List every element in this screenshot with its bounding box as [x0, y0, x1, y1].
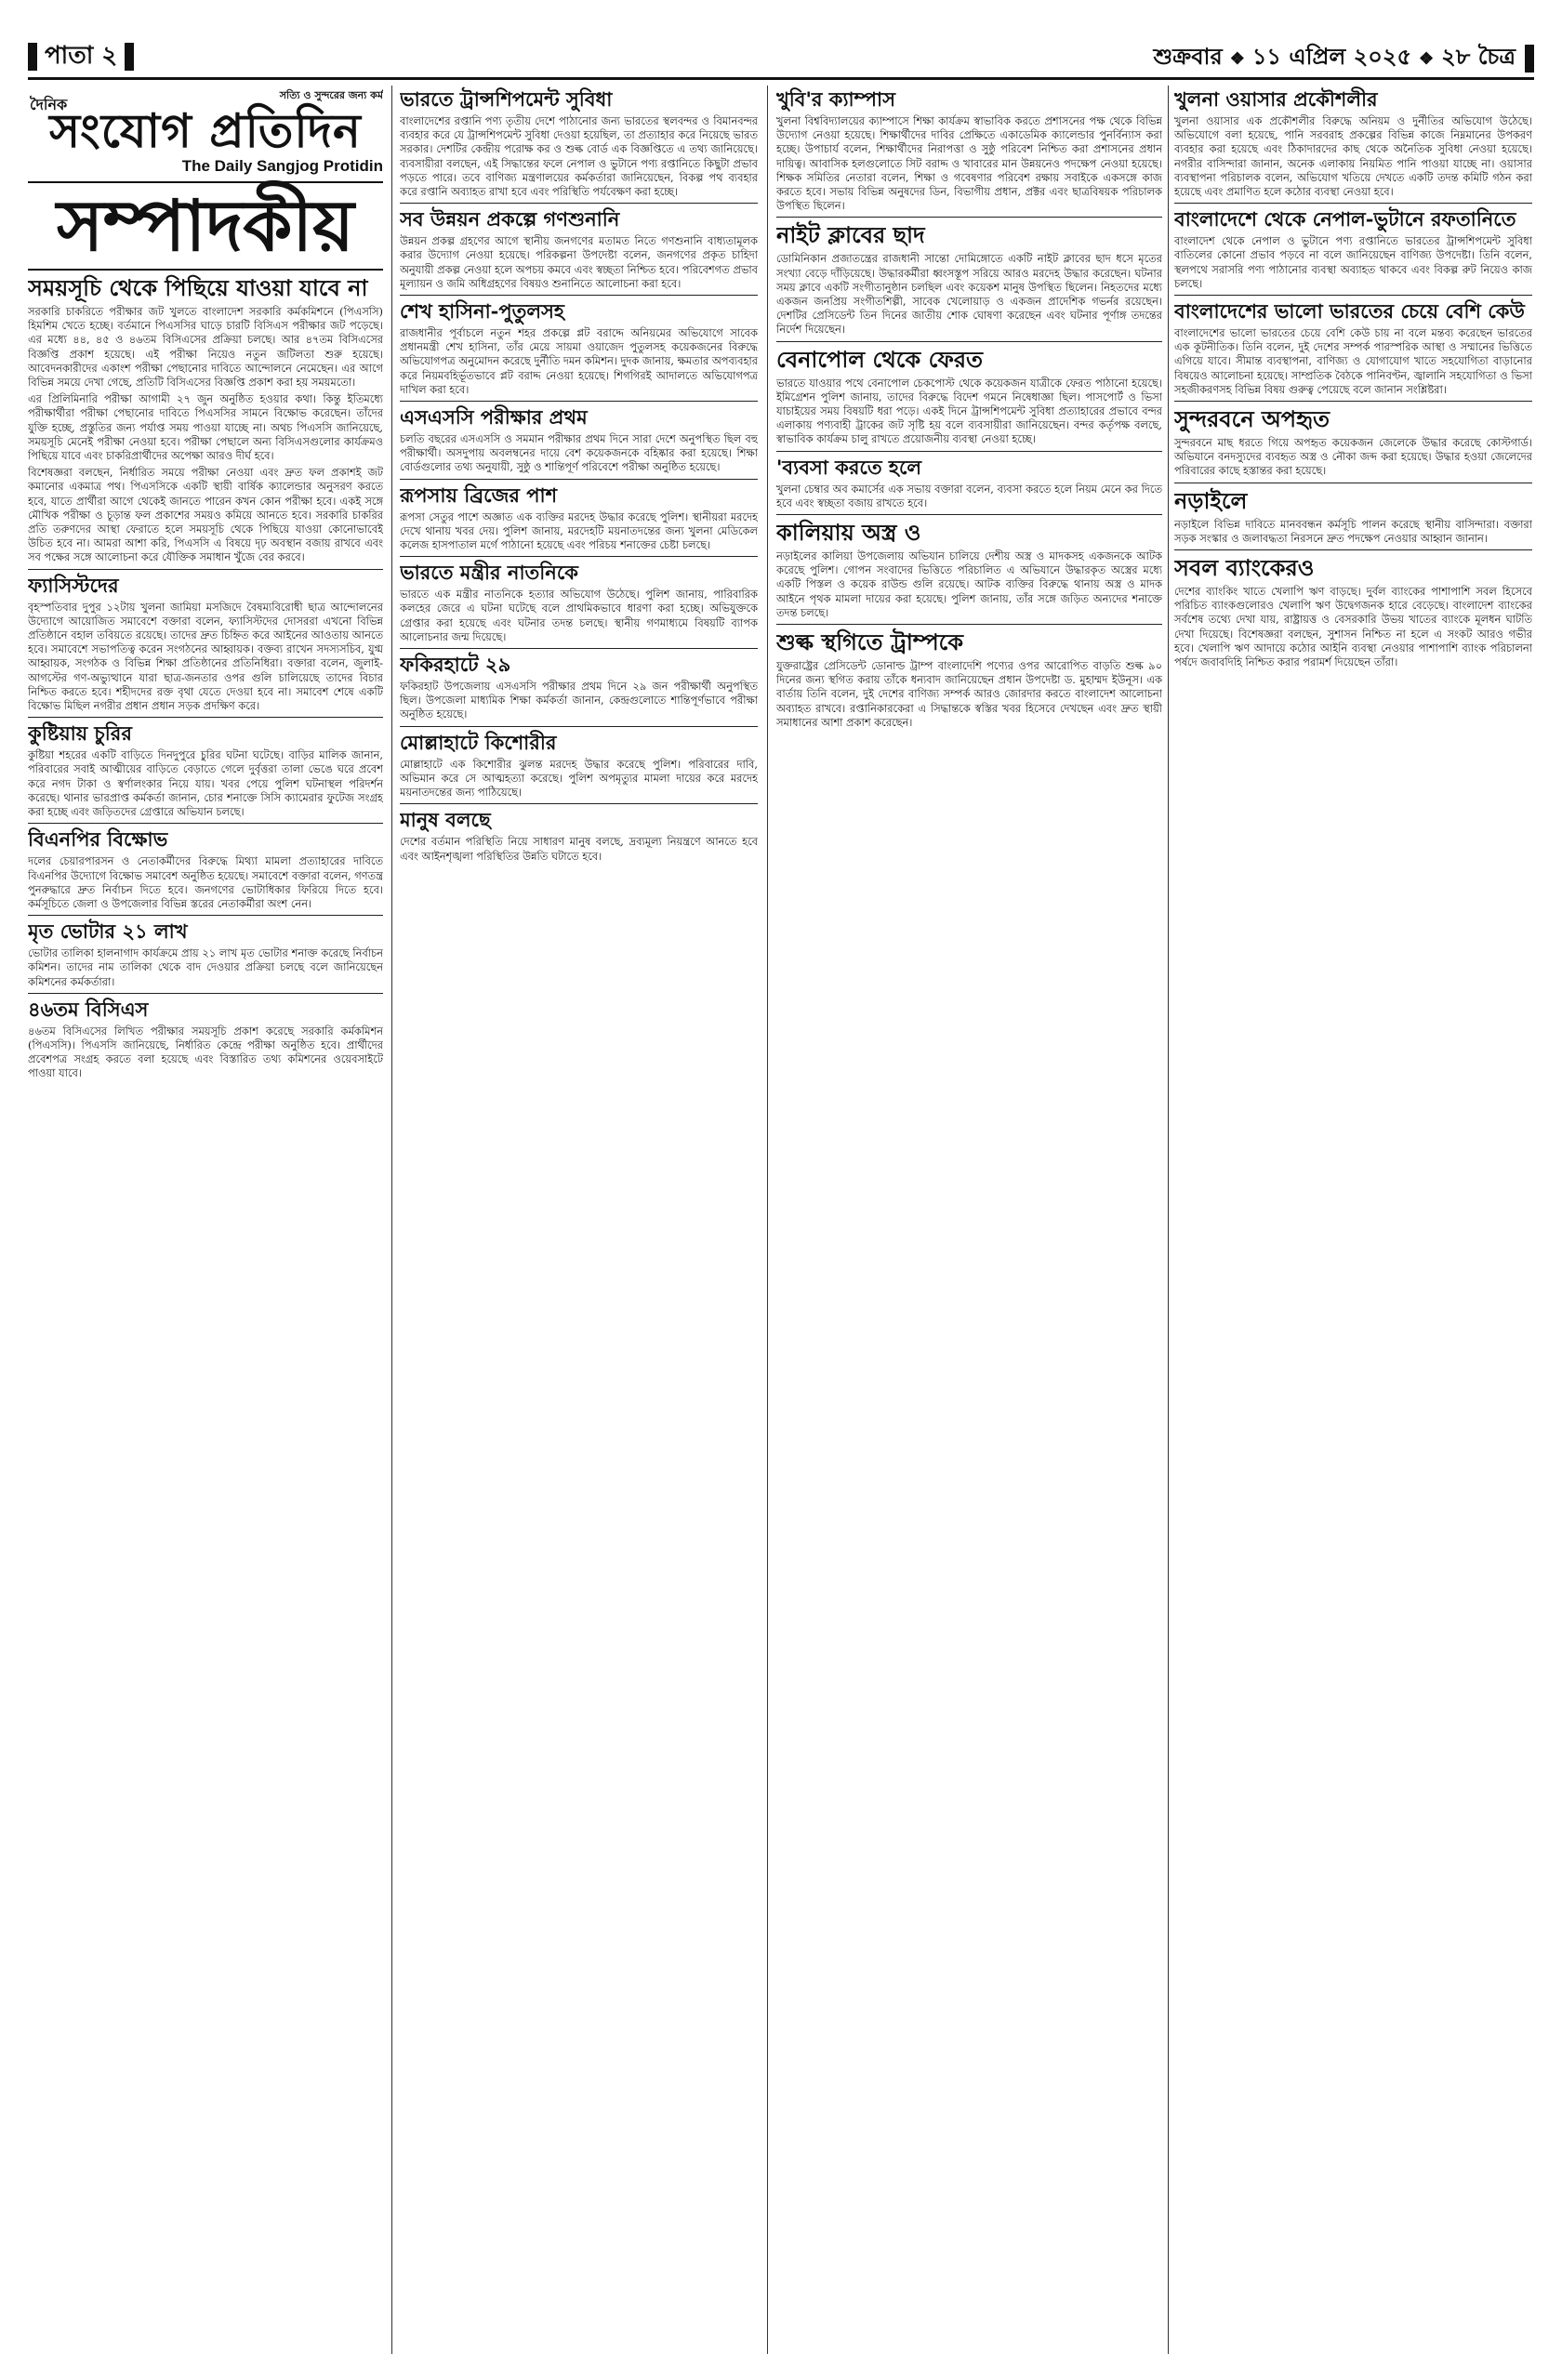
article	[776, 341, 1162, 447]
article-body: ফকিরহাট উপজেলায় এসএসসি পরীক্ষার প্রথম দিনে ২৯ জন পরীক্ষার্থী অনুপস্থিত ছিল। উপজেলা মাধ্যমিক শিক্ষা কর্মকর্তা জানান, কেন্দ্রগুলোতে শান্তিপূর্ণভাবে পরীক্ষা অনুষ্ঠিত হয়েছে।	[400, 680, 758, 721]
article-divider	[400, 726, 758, 727]
article-divider	[776, 514, 1162, 515]
article-body: বিশেষজ্ঞরা বলছেন, নির্ধারিত সময়ে পরীক্ষা নেওয়া এবং দ্রুত ফল প্রকাশই জট কমানোর একমাত্র পথ। পিএসসিকে একটি স্থায়ী বার্ষিক ক্যালেন্ডার অনুসরণ করতে হবে, যাতে প্রার্থীরা আগে থেকেই জানতে পারেন কখন কোন পরীক্ষা হবে। একই সঙ্গে মৌখিক পরীক্ষা ও চূড়ান্ত ফল প্রকাশের সময়ও কমিয়ে আনতে হবে। সরকারি চাকরির প্রতি তরুণদের আস্থা ফেরাতে হলে সময়সূচি থেকে পিছিয়ে যাওয়া কোনোভাবেই উচিত হবে না। আমরা আশা করি, পিএসসি এ বিষয়ে দৃঢ় অবস্থান বজায় রাখবে এবং সব পক্ষের সঙ্গে আলোচনা করে যৌক্তিক সমাধান খুঁজে বের করবে।	[28, 466, 383, 564]
article-body: বৃহস্পতিবার দুপুর ১২টায় খুলনা জামিয়া মসজিদে বৈষম্যবিরোধী ছাত্র আন্দোলনের উদ্যোগে আয়োজিত সমাবেশে বক্তারা বলেন, ফ্যাসিস্টদের দোসররা এখনো বিভিন্ন প্রতিষ্ঠানে বহাল তবিয়তে রয়েছে। তাদের দ্রুত চিহ্নিত করে আইনের আওতায় আনতে হবে। সমাবেশে সভাপতিত্ব করেন সংগঠনের আহ্বায়ক। বক্তব্য রাখেন সদস্যসচিব, যুগ্ম আহ্বায়ক, সংগঠক ও বিভিন্ন শিক্ষা প্রতিষ্ঠানের প্রতিনিধিরা। বক্তারা বলেন, জুলাই-আগস্টের গণ-অভ্যুত্থানে যারা ছাত্র-জনতার ওপর গুলি চালিয়েছে তাদের বিচার নিশ্চিত করতে হবে। শহীদদের রক্ত বৃথা যেতে দেওয়া হবে না। সমাবেশ শেষে একটি বিক্ষোভ মিছিল নগরীর প্রধান প্রধান সড়ক প্রদক্ষিণ করে।	[28, 600, 383, 713]
article-body: ভারতে যাওয়ার পথে বেনাপোল চেকপোস্ট থেকে কয়েকজন যাত্রীকে ফেরত পাঠানো হয়েছে। ইমিগ্রেশন পুলিশ জানায়, তাদের বিরুদ্ধে বিদেশ গমনে নিষেধাজ্ঞা ছিল। পাসপোর্ট ও ভিসা যাচাইয়ের সময় বিষয়টি ধরা পড়ে। একই দিনে ট্রান্সশিপমেন্ট সুবিধা প্রত্যাহারের প্রভাবে বন্দর এলাকায় পণ্যবাহী ট্রাকের জট সৃষ্টি হয় বলে ব্যবসায়ীরা জানিয়েছেন। বন্দর কর্তৃপক্ষ বলছে, স্বাভাবিক কার্যক্রম চালু রাখতে প্রয়োজনীয় ব্যবস্থা নেওয়া হচ্ছে।	[776, 376, 1162, 446]
section-title-editorial: সম্পাদকীয়	[28, 183, 383, 271]
page-number-label: পাতা ২	[45, 42, 118, 70]
article-body: খুলনা ওয়াসার এক প্রকৌশলীর বিরুদ্ধে অনিয়ম ও দুর্নীতির অভিযোগ উঠেছে। অভিযোগে বলা হয়েছে, পানি সরবরাহ প্রকল্পের বিভিন্ন কাজে নিম্নমানের উপকরণ ব্যবহার করা হয়েছে এবং ঠিকাদারদের কাছ থেকে অনৈতিক সুবিধা নেওয়া হয়েছে। নগরীর বাসিন্দারা জানান, অনেক এলাকায় নিয়মিত পানি পাওয়া যাচ্ছে না। ওয়াসার ব্যবস্থাপনা পরিচালক বলেন, অভিযোগ খতিয়ে দেখতে একটি তদন্ত কমিটি গঠন করা হয়েছে এবং প্রমাণিত হলে কঠোর ব্যবস্থা নেওয়া হবে।	[1174, 114, 1532, 199]
article-headline[interactable]: নড়াইলে	[1174, 486, 1248, 514]
article-divider	[776, 217, 1162, 218]
article-body: সুন্দরবনে মাছ ধরতে গিয়ে অপহৃত কয়েকজন জেলেকে উদ্ধার করেছে কোস্টগার্ড। অভিযানে বনদস্যুদের ব্যবহৃত অস্ত্র ও নৌকা জব্দ করা হয়েছে। উদ্ধার হওয়া জেলেদের পরিবারের কাছে হস্তান্তর করা হয়েছে।	[1174, 436, 1532, 478]
article	[400, 803, 758, 863]
article-divider	[400, 803, 758, 804]
article	[400, 87, 758, 199]
column-4	[1174, 84, 1532, 2352]
article-headline[interactable]: খুবি'র ক্যাম্পাস	[776, 87, 895, 111]
article	[28, 915, 383, 989]
masthead-dainik: দৈনিক	[30, 96, 68, 113]
article-divider	[776, 341, 1162, 342]
article-headline[interactable]: ভারতে ট্রান্সশিপমেন্ট সুবিধা	[400, 87, 613, 111]
article-divider	[400, 479, 758, 480]
header-bar-end	[1525, 45, 1534, 73]
article	[400, 556, 758, 644]
article-body: ৪৬তম বিসিএসের লিখিত পরীক্ষার সময়সূচি প্রকাশ করেছে সরকারি কর্মকমিশন (পিএসসি)। পিএসসি জানিয়েছে, নির্ধারিত কেন্দ্রে পরীক্ষা অনুষ্ঠিত হবে। প্রার্থীদের প্রবেশপত্র সংগ্রহ করতে বলা হয়েছে এবং বিস্তারিত তথ্য কমিশনের ওয়েবসাইটে পাওয়া যাবে।	[28, 1024, 383, 1080]
column-4-articles	[1174, 87, 1532, 669]
article-headline[interactable]: ফকিরহাটে ২৯	[400, 653, 511, 677]
article-body: খুলনা বিশ্ববিদ্যালয়ের ক্যাম্পাসে শিক্ষা কার্যক্রম স্বাভাবিক করতে প্রশাসনের পক্ষ থেকে বিভিন্ন উদ্যোগ নেওয়া হয়েছে। শিক্ষার্থীদের দাবির প্রেক্ষিতে একাডেমিক ক্যালেন্ডার পুনর্বিন্যাস করা হচ্ছে। উপাচার্য বলেন, শিক্ষার্থীদের নিরাপত্তা ও সুষ্ঠু পরিবেশ নিশ্চিত করা প্রশাসনের প্রধান দায়িত্ব। আবাসিক হলগুলোতে সিট বরাদ্দ ও খাবারের মান উন্নয়নেও পদক্ষেপ নেওয়া হয়েছে। শিক্ষক সমিতির নেতারা বলেন, শিক্ষা ও গবেষণার পরিবেশ রক্ষায় সবাইকে একসঙ্গে কাজ করতে হবে। সভায় বিভিন্ন অনুষদের ডিন, বিভাগীয় প্রধান, প্রক্টর এবং ছাত্রবিষয়ক পরিচালক উপস্থিত ছিলেন।	[776, 114, 1162, 213]
column-1	[28, 84, 383, 2352]
article	[400, 726, 758, 800]
article-body: সরকারি চাকরিতে পরীক্ষার জট খুলতে বাংলাদেশ সরকারি কর্মকমিশনে (পিএসসি) হিমশিম খেতে হচ্ছে। বর্তমানে পিএসসির ঘাড়ে চারটি বিসিএস পরীক্ষার জট পড়েছে। এর মধ্যে ৪৪, ৪৫ ও ৪৬তম বিসিএসের প্রক্রিয়া চলছে। আর ৪৭তম বিসিএসের বিজ্ঞপ্তি প্রকাশ হয়েছে। এই পরীক্ষা নিয়েও নতুন জটিলতা শুরু হয়েছে। আবেদনকারীদের একাংশ পরীক্ষা পেছানোর দাবিতে আন্দোলনে নেমেছেন। এর আগে বিভিন্ন সময়ে দেখা গেছে, প্রতিটি বিসিএসের বিজ্ঞপ্তি প্রকাশ করা হয় সময়মতো।	[28, 305, 383, 390]
article-body: ভারতে এক মন্ত্রীর নাতনিকে হত্যার অভিযোগ উঠেছে। পুলিশ জানায়, পারিবারিক কলহের জেরে এ ঘটনা ঘটেছে বলে প্রাথমিকভাবে ধারণা করা হচ্ছে। অভিযুক্তকে গ্রেপ্তার করা হয়েছে এবং ঘটনার তদন্ত চলছে। স্থানীয় গণমাধ্যমে বিষয়টি ব্যাপক আলোচনার জন্ম দিয়েছে।	[400, 588, 758, 643]
newspaper-name-english: The Daily Sangjog Protidin	[181, 157, 383, 175]
newspaper-name: সংযোগ প্রতিদিন	[49, 103, 362, 158]
article-headline[interactable]: মানুষ বলছে	[400, 808, 491, 832]
column-1-articles	[28, 274, 383, 1081]
diamond-icon: ❖	[1419, 48, 1435, 69]
article-headline[interactable]: মৃত ভোটার ২১ লাখ	[28, 919, 188, 944]
article-body: চলতি বছরের এসএসসি ও সমমান পরীক্ষার প্রথম দিনে সারা দেশে অনুপস্থিত ছিল বহু পরীক্ষার্থী। অসদুপায় অবলম্বনের দায়ে বেশ কয়েকজনকে বহিষ্কার করা হয়েছে। শিক্ষা বোর্ডগুলোর তথ্য অনুযায়ী, সুষ্ঠু ও শান্তিপূর্ণ পরিবেশে পরীক্ষা অনুষ্ঠিত হয়েছে।	[400, 432, 758, 474]
article-body: ডোমিনিকান প্রজাতন্ত্রের রাজধানী সান্তো দোমিঙ্গোতে একটি নাইট ক্লাবের ছাদ ধসে মৃতের সংখ্যা বেড়ে দাঁড়িয়েছে। উদ্ধারকর্মীরা ধ্বংসস্তূপ সরিয়ে আরও মরদেহ উদ্ধার করেছেন। ঘটনার সময় ক্লাবে একটি সংগীতানুষ্ঠান চলছিল এবং কয়েকশ মানুষ উপস্থিত ছিলেন। নিহতদের মধ্যে একজন জনপ্রিয় সংগীতশিল্পী, সাবেক খেলোয়াড় ও একজন প্রাদেশিক গভর্নর রয়েছেন। দেশটির প্রেসিডেন্ট তিন দিনের জাতীয় শোক ঘোষণা করেছেন এবং ঘটনার পূর্ণাঙ্গ তদন্তের নির্দেশ দিয়েছেন।	[776, 252, 1162, 337]
article	[28, 993, 383, 1081]
article-body: এর প্রিলিমিনারি পরীক্ষা আগামী ২৭ জুন অনুষ্ঠিত হওয়ার কথা। কিন্তু ইতিমধ্যে পরীক্ষার্থীরা পরীক্ষা পেছানোর দাবিতে পিএসসির সামনে বিক্ষোভ করেছেন। তাঁদের যুক্তি হচ্ছে, প্রস্তুতির জন্য পর্যাপ্ত সময় পাওয়া যাচ্ছে না। অথচ পিএসসি জানিয়েছে, সময়সূচি মেনেই পরীক্ষা নেওয়া হবে। পরীক্ষা পেছালে অন্য বিসিএসগুলোর কার্যক্রমও পিছিয়ে যাবে এবং চাকরিপ্রার্থীদের অপেক্ষা আরও দীর্ঘ হবে।	[28, 392, 383, 463]
page-header	[28, 42, 1534, 80]
article-headline[interactable]: খুলনা ওয়াসার প্রকৌশলীর	[1174, 87, 1378, 111]
column-3-articles	[776, 87, 1162, 730]
column-3	[776, 84, 1162, 2352]
article-headline[interactable]: নাইট ক্লাবের ছাদ	[776, 221, 925, 249]
article	[776, 87, 1162, 213]
article-body: ভোটার তালিকা হালনাগাদ কার্যক্রমে প্রায় ২১ লাখ মৃত ভোটার শনাক্ত করেছে নির্বাচন কমিশন। তাদের নাম তালিকা থেকে বাদ দেওয়ার প্রক্রিয়া চলছে বলে জানিয়েছেন কমিশনের কর্মকর্তারা।	[28, 946, 383, 988]
article-divider	[776, 624, 1162, 625]
article-body: খুলনা চেম্বার অব কমার্সের এক সভায় বক্তারা বলেন, ব্যবসা করতে হলে নিয়ম মেনে কর দিতে হবে এবং স্বচ্ছতা বজায় রাখতে হবে।	[776, 482, 1162, 509]
article-headline[interactable]: ভারতে মন্ত্রীর নাতনিকে	[400, 561, 578, 585]
article	[28, 569, 383, 714]
article-body: রূপসা সেতুর পাশে অজ্ঞাত এক ব্যক্তির মরদেহ উদ্ধার করেছে পুলিশ। স্থানীয়রা মরদেহ দেখে থানায় খবর দেয়। পুলিশ জানায়, মরদেহটি ময়নাতদন্তের জন্য খুলনা মেডিকেল কলেজ হাসপাতাল মর্গে পাঠানো হয়েছে এবং পরিচয় শনাক্তের চেষ্টা চলছে।	[400, 509, 758, 552]
article-divider	[400, 556, 758, 557]
masthead	[28, 84, 383, 183]
article	[776, 217, 1162, 337]
article	[1174, 401, 1532, 479]
article-body: উন্নয়ন প্রকল্প গ্রহণের আগে স্থানীয় জনগণের মতামত নিতে গণশুনানি বাধ্যতামূলক করার উদ্যোগ নেওয়া হয়েছে। পরিকল্পনা উপদেষ্টা বলেন, জনগণের প্রকৃত চাহিদা অনুযায়ী প্রকল্প নেওয়া হলে অপচয় কমবে এবং স্বচ্ছতা নিশ্চিত হবে। পরিবেশগত প্রভাব মূল্যায়ন ও জমি অধিগ্রহণের বিষয়ও শুনানিতে আলোচনা করা হবে।	[400, 234, 758, 290]
article-headline[interactable]: বেনাপোল থেকে ফেরত	[776, 345, 984, 373]
article-headline[interactable]: কালিয়ায় অস্ত্র ও	[776, 519, 921, 547]
article	[776, 451, 1162, 510]
article-body: নড়াইলের কালিয়া উপজেলায় অভিযান চালিয়ে দেশীয় অস্ত্র ও মাদকসহ একজনকে আটক করেছে পুলিশ। গোপন সংবাদের ভিত্তিতে পরিচালিত এ অভিযানে উদ্ধারকৃত অস্ত্রের মধ্যে একটি পিস্তল ও কয়েক রাউন্ড গুলি রয়েছে। আটক ব্যক্তির বিরুদ্ধে থানায় অস্ত্র ও মাদক আইনে পৃথক মামলা দায়ের করা হয়েছে। পুলিশ জানায়, তাঁর সঙ্গে জড়িত অন্যদের শনাক্তে তদন্ত চলছে।	[776, 549, 1162, 619]
article	[1174, 295, 1532, 397]
header-bar-right	[125, 43, 134, 71]
article-divider	[28, 569, 383, 570]
article	[776, 514, 1162, 620]
article-body: নড়াইলে বিভিন্ন দাবিতে মানববন্ধন কর্মসূচি পালন করেছে স্থানীয় বাসিন্দারা। বক্তারা সড়ক সংস্কার ও জলাবদ্ধতা নিরসনে দ্রুত পদক্ষেপ নেওয়ার আহ্বান জানান।	[1174, 517, 1532, 545]
article-divider	[776, 451, 1162, 452]
article-headline[interactable]: বিএনপির বিক্ষোভ	[28, 827, 168, 852]
article	[1174, 203, 1532, 291]
article-divider	[28, 823, 383, 824]
article	[400, 401, 758, 475]
article-divider	[400, 648, 758, 649]
column-divider	[391, 86, 392, 2354]
article-headline[interactable]: শুল্ক স্থগিতে ট্রাম্পকে	[776, 628, 964, 656]
article-body: দেশের ব্যাংকিং খাতে খেলাপি ঋণ বাড়ছে। দুর্বল ব্যাংকের পাশাপাশি সবল হিসেবে পরিচিত ব্যাংকগুলোরও খেলাপি ঋণ উদ্বেগজনক হারে বেড়েছে। বাংলাদেশ ব্যাংকের সর্বশেষ তথ্যে দেখা যায়, রাষ্ট্রায়ত্ত ও বেসরকারি উভয় খাতের ব্যাংকে মূলধন ঘাটতি দেখা দিয়েছে। বিশেষজ্ঞরা বলছেন, সুশাসন নিশ্চিত না হলে এ সংকট আরও গভীর হবে। খেলাপি ঋণ আদায়ে কঠোর আইনি ব্যবস্থা নেওয়ার পাশাপাশি ব্যাংক পরিচালনা পর্ষদে জবাবদিহি নিশ্চিত করার পরামর্শ দিয়েছেন তাঁরা।	[1174, 585, 1532, 669]
article-body: মোল্লাহাটে এক কিশোরীর ঝুলন্ত মরদেহ উদ্ধার করেছে পুলিশ। পরিবারের দাবি, অভিমান করে সে আত্মহত্যা করেছে। পুলিশ অপমৃত্যুর মামলা দায়ের করে মরদেহ ময়নাতদন্তের জন্য পাঠিয়েছে।	[400, 757, 758, 800]
article-headline[interactable]: 'ব্যবসা করতে হলে	[776, 455, 922, 479]
article-headline[interactable]: সবল ব্যাংকেরও	[1174, 554, 1315, 582]
article-divider	[1174, 295, 1532, 296]
article-divider	[400, 203, 758, 204]
article-body: যুক্তরাষ্ট্রের প্রেসিডেন্ট ডোনাল্ড ট্রাম্প বাংলাদেশি পণ্যের ওপর আরোপিত বাড়তি শুল্ক ৯০ দিনের জন্য স্থগিত করায় তাঁকে ধন্যবাদ জানিয়েছেন প্রধান উপদেষ্টা ড. মুহাম্মদ ইউনূস। এক বার্তায় তিনি বলেন, দুই দেশের বাণিজ্য সম্পর্ক আরও জোরদার করতে বাংলাদেশ আলোচনা অব্যাহত রাখবে। রপ্তানিকারকেরা এ সিদ্ধান্তকে স্বস্তির খবর হিসেবে দেখছেন এবং দ্রুত স্থায়ী সমাধানের আশা প্রকাশ করেছেন।	[776, 659, 1162, 729]
date-day: শুক্রবার	[1153, 43, 1223, 70]
article-headline[interactable]: এসএসসি পরীক্ষার প্রথম	[400, 405, 588, 430]
article-body: রাজধানীর পূর্বাচলে নতুন শহর প্রকল্পে প্লট বরাদ্দে অনিয়মের অভিযোগে সাবেক প্রধানমন্ত্রী শেখ হাসিনা, তাঁর মেয়ে সায়মা ওয়াজেদ পুতুলসহ কয়েকজনের বিরুদ্ধে অভিযোগপত্র অনুমোদন করেছে দুর্নীতি দমন কমিশন। দুদক জানায়, ক্ষমতার অপব্যবহার করে নিয়মবহির্ভূতভাবে প্লট বরাদ্দ নেওয়া হয়েছে। শিগগিরই আদালতে অভিযোগপত্র দাখিল করা হবে।	[400, 326, 758, 396]
column-divider	[767, 86, 768, 2354]
column-divider	[1168, 86, 1169, 2354]
article	[28, 717, 383, 819]
article	[400, 295, 758, 397]
article-divider	[1174, 549, 1532, 550]
article-headline[interactable]: শেখ হাসিনা-পুতুলসহ	[400, 299, 564, 324]
masthead-tagline: সত্যি ও সুন্দরের জন্য কর্ম	[279, 89, 383, 101]
date-gregorian: ১১ এপ্রিল ২০২৫	[1251, 43, 1412, 70]
date-bengali: ২৮ চৈত্র	[1441, 43, 1516, 70]
article-divider	[28, 717, 383, 718]
dateline	[1153, 40, 1534, 77]
article-headline[interactable]: বাংলাদেশের ভালো ভারতের চেয়ে বেশি কেউ	[1174, 299, 1525, 324]
column-2-articles	[400, 87, 758, 864]
column-2	[400, 84, 758, 2352]
article	[400, 479, 758, 553]
page-number	[28, 36, 134, 77]
article-headline[interactable]: ৪৬তম বিসিএস	[28, 997, 149, 1021]
article-headline[interactable]: বাংলাদেশে থেকে নেপাল-ভুটানে রফতানিতে	[1174, 207, 1516, 231]
diamond-icon: ❖	[1229, 48, 1245, 69]
article-divider	[1174, 203, 1532, 204]
article-headline[interactable]: সময়সূচি থেকে পিছিয়ে যাওয়া যাবে না	[28, 274, 368, 301]
article-body: বাংলাদেশ থেকে নেপাল ও ভুটানে পণ্য রপ্তানিতে ভারতের ট্রান্সশিপমেন্ট সুবিধা বাতিলের কোনো প্রভাব পড়বে না বলে জানিয়েছেন বাণিজ্য উপদেষ্টা। তিনি বলেন, স্থলপথে সরাসরি পণ্য পাঠানোর ব্যবস্থা অব্যাহত থাকবে এবং বিকল্প রুট নিয়েও কাজ চলছে।	[1174, 234, 1532, 290]
article-body: দেশের বর্তমান পরিস্থিতি নিয়ে সাধারণ মানুষ বলছে, দ্রব্যমূল্য নিয়ন্ত্রণে আনতে হবে এবং আইনশৃঙ্খলা পরিস্থিতির উন্নতি ঘটাতে হবে।	[400, 835, 758, 863]
article	[1174, 87, 1532, 199]
article-headline[interactable]: রূপসায় ব্রিজের পাশ	[400, 483, 557, 507]
article	[776, 624, 1162, 730]
article	[400, 203, 758, 291]
article-headline[interactable]: কুষ্টিয়ায় চুরির	[28, 721, 132, 746]
article-headline[interactable]: সুন্দরবনে অপহৃত	[1174, 405, 1330, 433]
article	[28, 823, 383, 911]
article	[28, 274, 383, 565]
article-body: বাংলাদেশের রপ্তানি পণ্য তৃতীয় দেশে পাঠানোর জন্য ভারতের স্থলবন্দর ও বিমানবন্দর ব্যবহার করে যে ট্রান্সশিপমেন্ট সুবিধা দেওয়া হয়েছিল, তা প্রত্যাহার করে নিয়েছে ভারত সরকার। দেশটির কেন্দ্রীয় পরোক্ষ কর ও শুল্ক বোর্ড এক বিজ্ঞপ্তিতে এ তথ্য জানিয়েছে। ব্যবসায়ীরা বলছেন, এই সিদ্ধান্তের ফলে নেপাল ও ভুটানে পণ্য রপ্তানিতে কিছুটা প্রভাব পড়তে পারে। তবে বাণিজ্য মন্ত্রণালয়ের কর্মকর্তারা জানিয়েছেন, বিকল্প পথ ব্যবহার করে রপ্তানি অব্যাহত রাখা হবে এবং পরিস্থিতি পর্যবেক্ষণ করা হচ্ছে।	[400, 114, 758, 199]
article	[400, 648, 758, 722]
article	[1174, 483, 1532, 546]
article	[1174, 549, 1532, 669]
article-headline[interactable]: ফ্যাসিস্টদের	[28, 573, 119, 597]
article-divider	[400, 295, 758, 296]
article-divider	[400, 401, 758, 402]
header-bar-left	[28, 43, 37, 71]
article-divider	[1174, 401, 1532, 402]
article-headline[interactable]: মোল্লাহাটে কিশোরীর	[400, 730, 557, 754]
article-body: কুষ্টিয়া শহরের একটি বাড়িতে দিনদুপুরে চুরির ঘটনা ঘটেছে। বাড়ির মালিক জানান, পরিবারের সবাই আত্মীয়ের বাড়িতে বেড়াতে গেলে দুর্বৃত্তরা তালা ভেঙে ঘরে প্রবেশ করে নগদ টাকা ও স্বর্ণালংকার নিয়ে যায়। খবর পেয়ে পুলিশ ঘটনাস্থল পরিদর্শন করেছে। থানার ভারপ্রাপ্ত কর্মকর্তা জানান, চোর শনাক্তে সিসি ক্যামেরার ফুটেজ সংগ্রহ করা হচ্ছে এবং জড়িতদের গ্রেপ্তারে অভিযান চলছে।	[28, 748, 383, 819]
article-headline[interactable]: সব উন্নয়ন প্রকল্পে গণশুনানি	[400, 207, 620, 231]
article-divider	[28, 993, 383, 994]
article-body: দলের চেয়ারপারসন ও নেতাকর্মীদের বিরুদ্ধে মিথ্যা মামলা প্রত্যাহারের দাবিতে বিএনপির উদ্যোগে বিক্ষোভ সমাবেশ অনুষ্ঠিত হয়েছে। সমাবেশে বক্তারা বলেন, গণতন্ত্র পুনরুদ্ধারে দ্রুত নির্বাচন দিতে হবে। জনগণের ভোটাধিকার ফিরিয়ে দিতে হবে। কর্মসূচিতে জেলা ও উপজেলার বিভিন্ন স্তরের নেতাকর্মীরা অংশ নেন।	[28, 854, 383, 910]
article-body: বাংলাদেশের ভালো ভারতের চেয়ে বেশি কেউ চায় না বলে মন্তব্য করেছেন ভারতের এক কূটনীতিক। তিনি বলেন, দুই দেশের সম্পর্ক পারস্পরিক আস্থা ও সম্মানের ভিত্তিতে এগিয়ে যাবে। সীমান্ত ব্যবস্থাপনা, বাণিজ্য ও যোগাযোগ খাতে সহযোগিতা বাড়ানোর বিষয়েও আলোচনা হয়েছে। সাম্প্রতিক বৈঠকে পানিবণ্টন, জ্বালানি সহযোগিতা ও ভিসা সহজীকরণসহ বিভিন্ন বিষয় গুরুত্ব পেয়েছে বলে জানান সংশ্লিষ্টরা।	[1174, 326, 1532, 396]
article-divider	[28, 915, 383, 916]
